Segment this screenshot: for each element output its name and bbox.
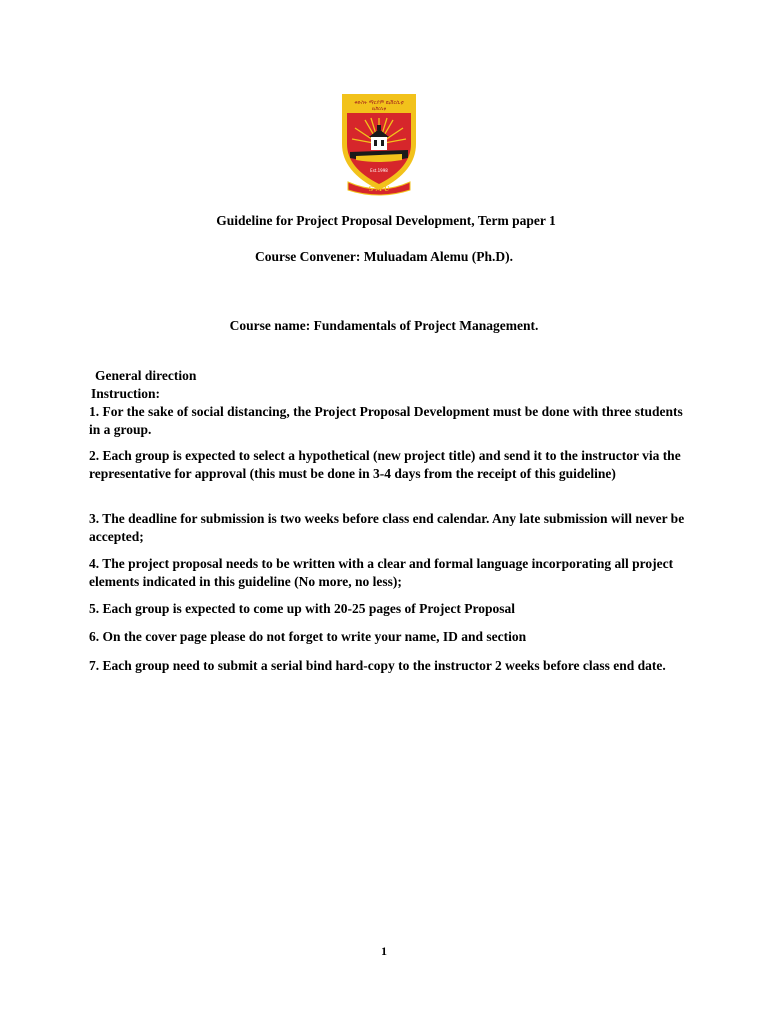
instruction-label: Instruction: <box>91 386 161 401</box>
instruction-item-2: 2. Each group is expected to select a hypothetical (new project title) and send it to the instructor via the representative for approval (this must be done in 3-4 days from the receipt of this guideline) <box>89 448 681 481</box>
logo-bottom-text: S M U <box>368 186 390 193</box>
university-logo <box>338 92 420 196</box>
page-number: 1 <box>381 944 387 958</box>
general-direction-heading: General direction <box>95 368 197 383</box>
logo-top-text: ቅድስት ማርያም ዩኒቨርሲቲ <box>354 100 404 106</box>
instruction-item-4: 4. The project proposal needs to be written with a clear and formal language incorporating all project elements indicated in this guideline (No more, no less); <box>89 556 674 589</box>
instruction-item-5: 5. Each group is expected to come up with 20-25 pages of Project Proposal <box>89 601 515 616</box>
instruction-item-7: 7. Each group need to submit a serial bind hard-copy to the instructor 2 weeks before class end date. <box>89 658 666 673</box>
logo-est-text: Est.1998 <box>370 168 388 173</box>
instruction-item-3: 3. The deadline for submission is two weeks before class end calendar. Any late submission will never be accepted; <box>89 511 685 544</box>
instruction-item-6: 6. On the cover page please do not forget to write your name, ID and section <box>89 629 527 644</box>
course-name: Course name: Fundamentals of Project Management. <box>229 318 539 333</box>
document-title: Guideline for Project Proposal Development, Term paper 1 <box>216 213 556 228</box>
course-convener: Course Convener: Muluadam Alemu (Ph.D). <box>255 249 513 264</box>
svg-text:ዩኒቨርሲቲ: ዩኒቨርሲቲ <box>371 106 387 111</box>
instruction-item-1: 1. For the sake of social distancing, the Project Proposal Development must be done with three students in a group. <box>89 404 683 437</box>
